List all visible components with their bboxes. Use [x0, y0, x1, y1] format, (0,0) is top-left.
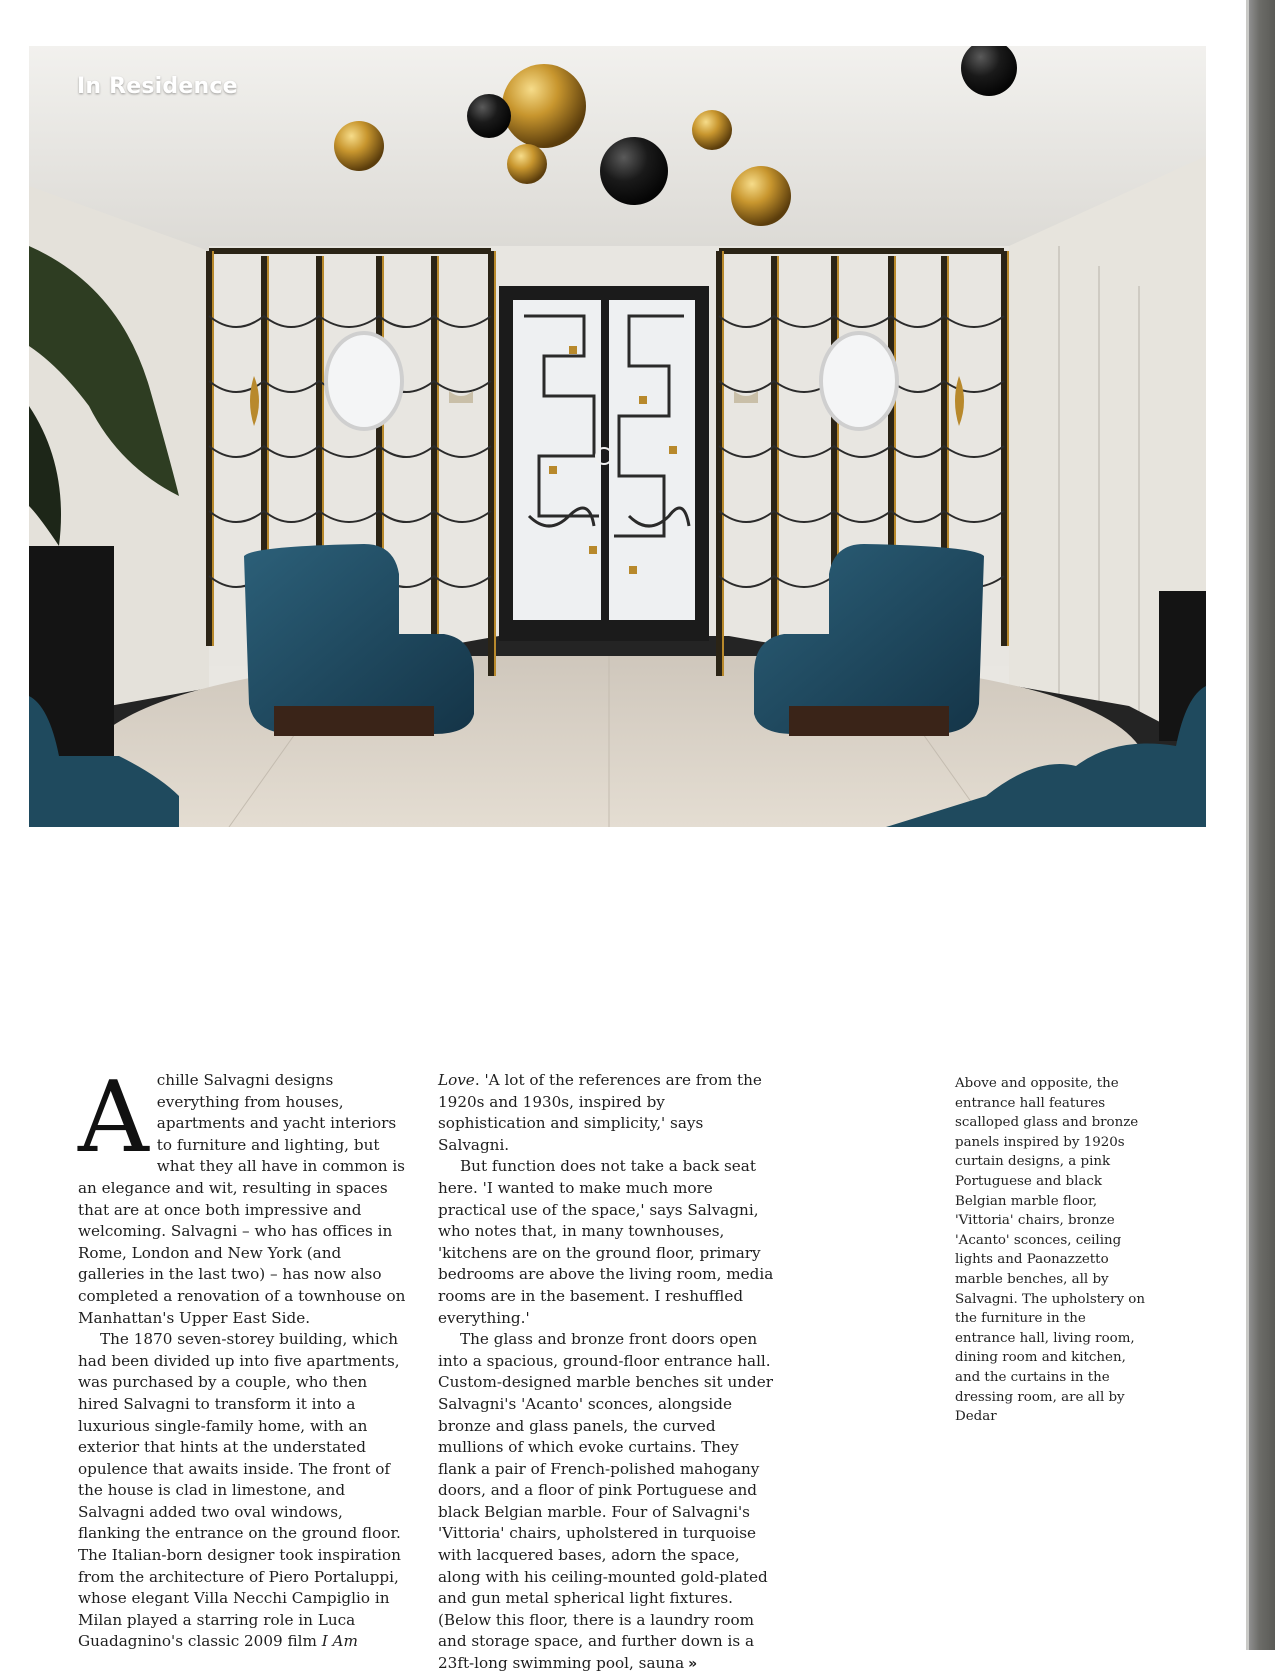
article-text: The glass and bronze front doors open into a spacious, ground-floor entrance hall. Custom-designed marble benches sit under Salvagni's 'Acanto' sconces, alongside bronze and glass panels, the curved mullions of which evoke curtains. They flank a pair of French-polished mahogany doors, and a floor of pink Portuguese and black Belgian marble. Four of Salvagni's 'Vittoria' chairs, upholstered in turquoise with lacquered bases, adorn the space, along with his ceiling-mounted gold-plated and gun metal spherical light fixtures. (Below this floor, there is a laundry room and storage space, and further down is a 23ft-long swimming pool, sauna: [438, 1330, 773, 1673]
entrance-hall-illustration: [29, 46, 1206, 827]
article-column-1: [78, 1061, 406, 1653]
continue-arrow-icon: »: [688, 1656, 698, 1673]
article-paragraph: [438, 1156, 776, 1329]
page-gutter: [1249, 0, 1275, 1650]
film-title-italic: I Am: [321, 1632, 358, 1651]
article-column-2: [438, 1070, 776, 1676]
film-title-italic: Love: [438, 1071, 475, 1089]
article-text: But function does not take a back seat here. 'I wanted to make much more practical use of the space,' says Salvagni, who notes that, in many townhouses, 'kitchens are on the ground floor, primary bedrooms are above the living room, media rooms are in the basement. I reshuffled everything.': [438, 1157, 774, 1327]
article-paragraph: [438, 1070, 776, 1156]
article-text: . 'A lot of the references are from the 1920s and 1930s, inspired by sophistication and simplicity,' says Salvagni.: [438, 1071, 762, 1154]
article-text: The 1870 seven-storey building, which had been divided up into five apartments, was purchased by a couple, who then hired Salvagni to transform it into a luxurious single-family home, with an exterior that hints at the understated opulence that awaits inside. The front of the house is clad in limestone, and Salvagni added two oval windows, flanking the entrance on the ground floor. The Italian-born designer took inspiration from the architecture of Piero Portaluppi, whose elegant Villa Necchi Campiglio in Milan played a starring role in Luca Guadagnino's classic 2009 film: [78, 1330, 401, 1651]
photo-caption: Above and opposite, the entrance hall features scalloped glass and bronze panels inspired by 1920s curtain designs, a pink Portuguese and black Belgian marble floor, 'Vittoria' chairs, bronze 'Acanto' sconces, ceiling lights and Paonazzetto marble benches, all by Salvagni. The upholstery on the furniture in the entrance hall, living room, dining room and kitchen, and the curtains in the dressing room, are all by Dedar: [955, 1076, 1145, 1425]
article-text: chille Salvagni designs everything from houses, apartments and yacht interiors to furniture and lighting, but what they all have in common is an elegance and wit, resulting in spaces that are at once both impressive and welcoming. Salvagni – who has offices in Rome, London and New York (and galleries in the last two) – has now also completed a renovation of a townhouse on Manhattan's Upper East Side.: [78, 1071, 406, 1327]
entrance-hall-photo: [29, 46, 1206, 827]
section-label: In Residence: [77, 74, 238, 99]
drop-cap: A: [78, 1061, 149, 1175]
article-paragraph: [438, 1329, 776, 1676]
article-paragraph: [78, 1329, 406, 1653]
